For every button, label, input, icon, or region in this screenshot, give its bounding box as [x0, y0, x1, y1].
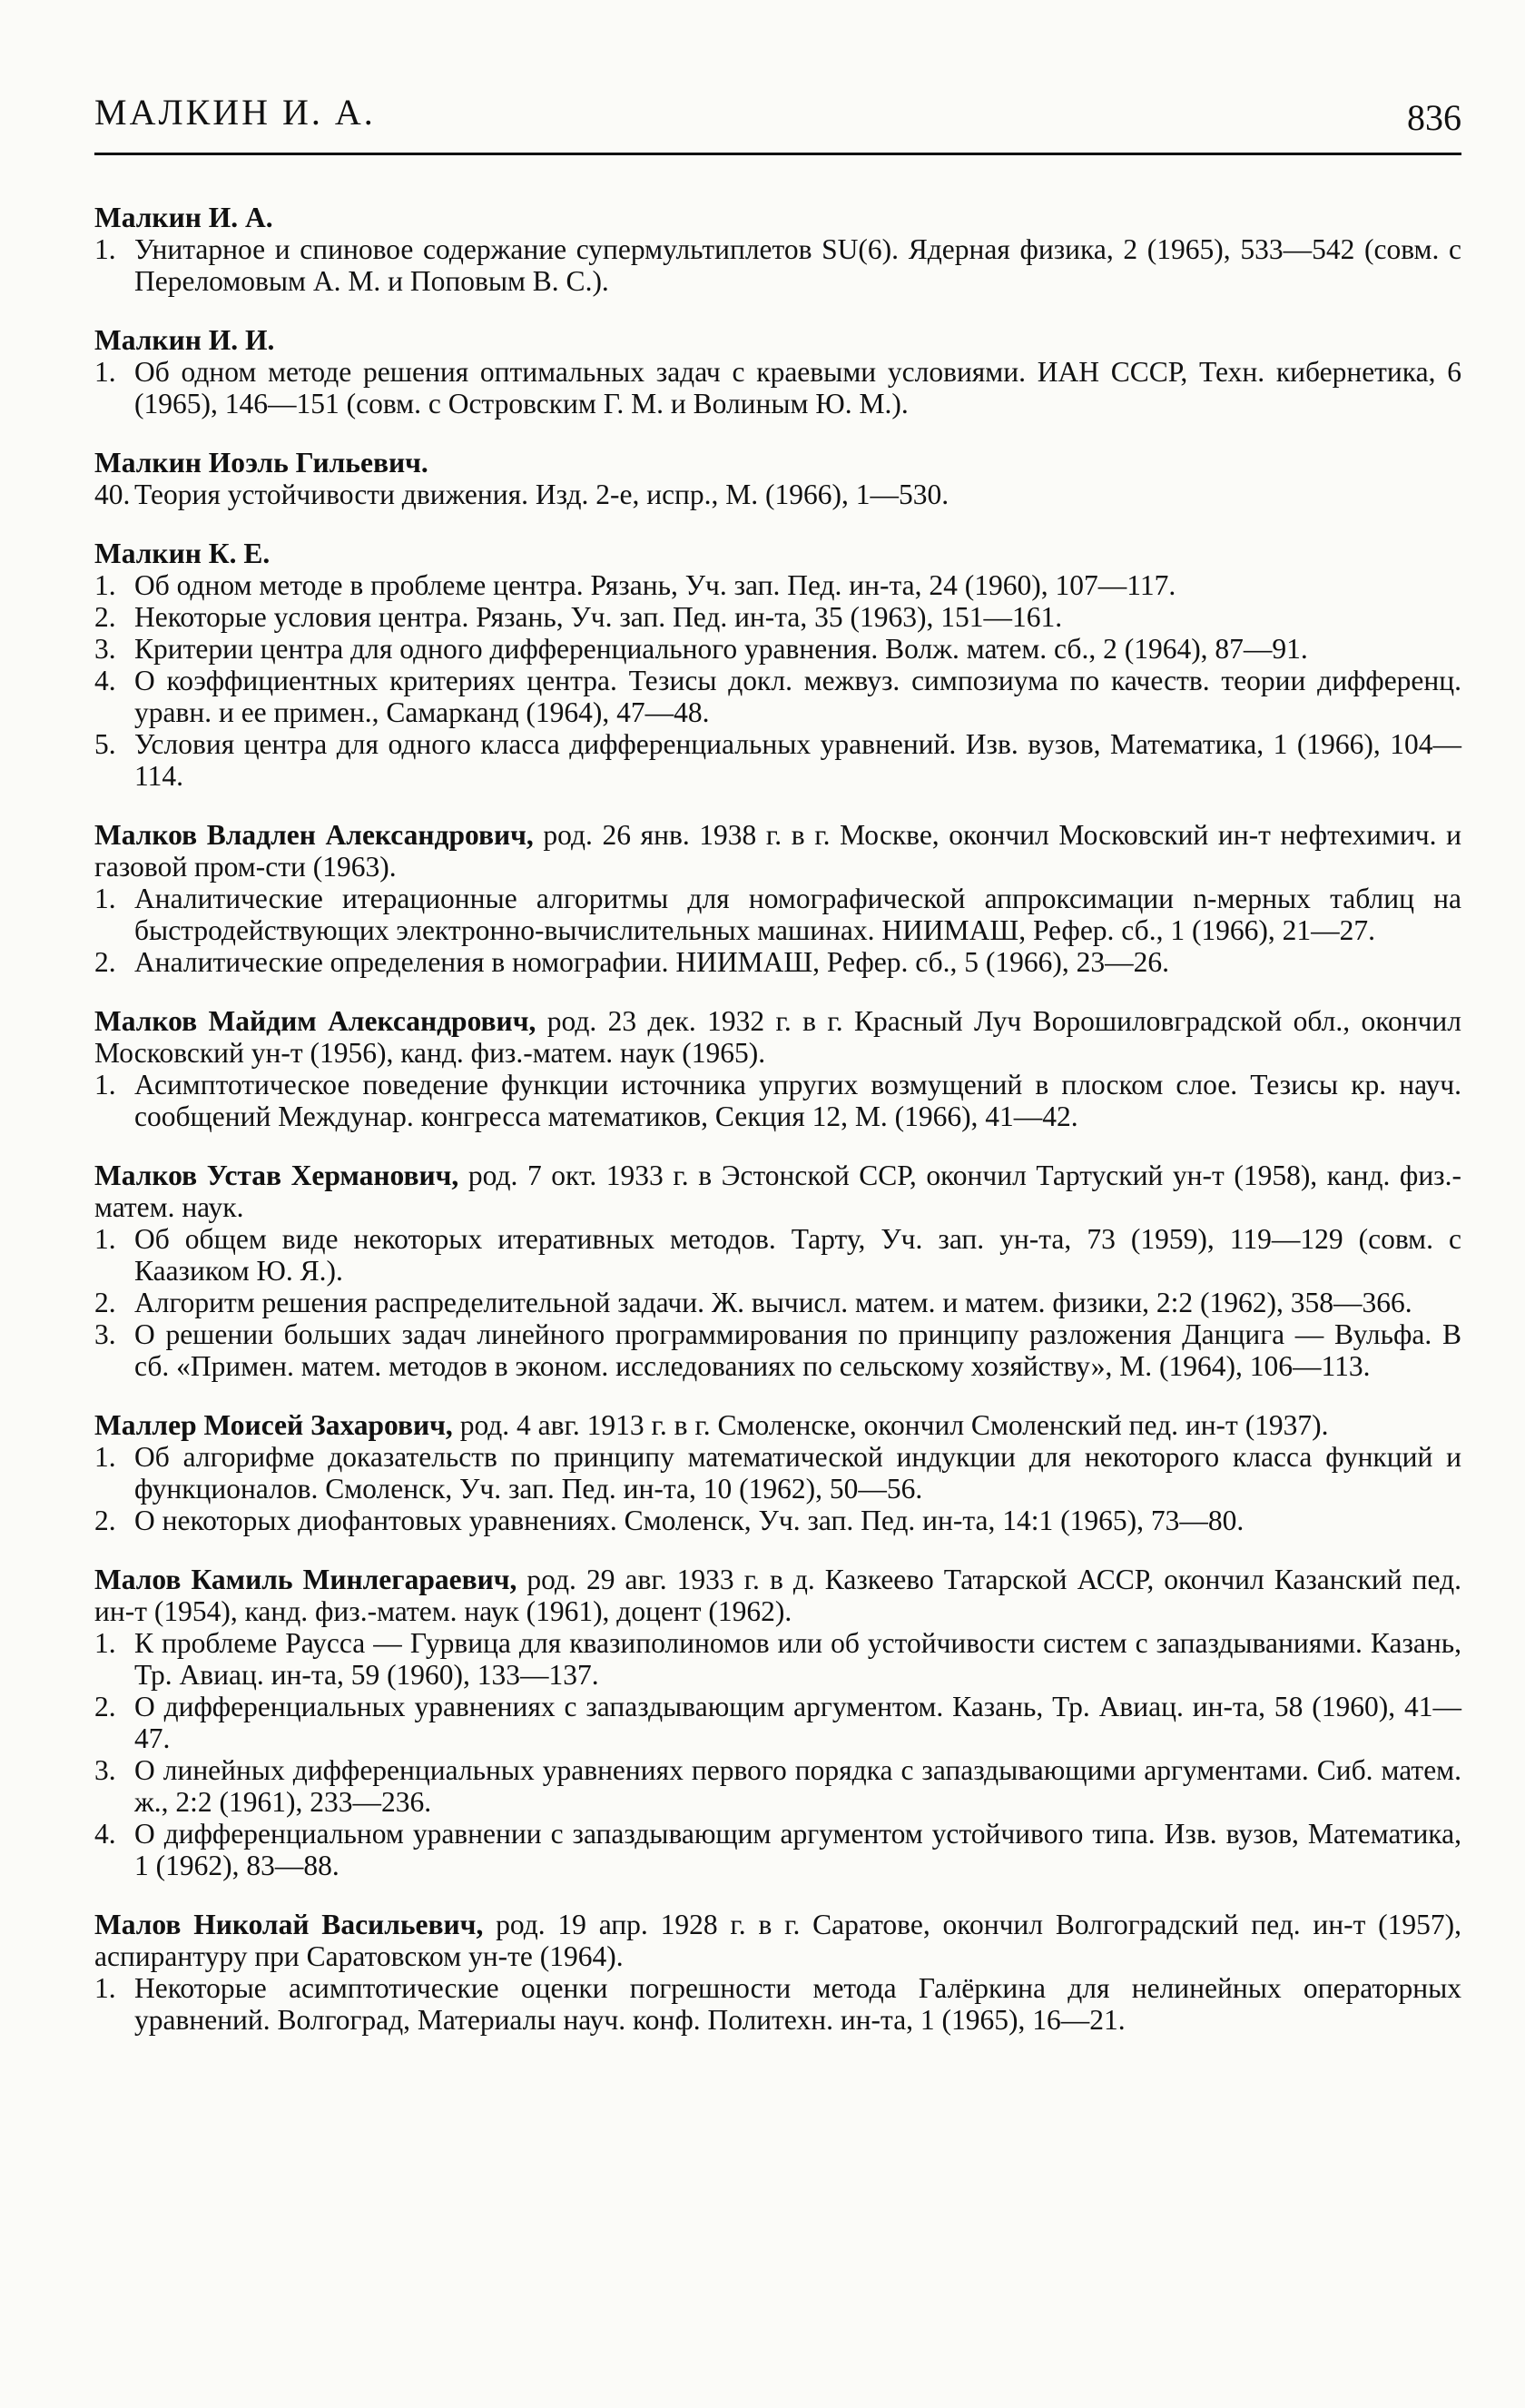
publication-list: [94, 569, 1461, 792]
author-bio: род. 26 янв. 1938 г. в г. Москве, окончил Московский ин-т нефтехимич. и газовой пром-сти (1963).: [94, 819, 1461, 883]
publication-text: Алгоритм решения распределительной задачи. Ж. вычисл. матем. и матем. физики, 2:2 (1962), 358—366.: [134, 1287, 1412, 1318]
author-bio: род. 29 авг. 1933 г. в д. Казкеево Татарской АССР, окончил Казанский пед. ин-т (1954), канд. физ.-матем. наук (1961), доцент (1962).: [94, 1564, 1461, 1627]
header-rule: [94, 153, 1461, 155]
author-entry: [94, 1564, 1461, 1881]
publication-list: [94, 1069, 1461, 1132]
entry-heading: [94, 538, 1461, 569]
running-head: МАЛКИН И. А.: [94, 92, 376, 133]
author-bio: род. 19 апр. 1928 г. в г. Саратове, окончил Волгоградский пед. ин-т (1957), аспирантуру при Саратовском ун-те (1964).: [94, 1909, 1462, 1972]
publication-item: [94, 1627, 1461, 1691]
publication-item: [94, 233, 1461, 297]
publication-item: [94, 1818, 1461, 1881]
author-entry: [94, 1409, 1461, 1536]
publication-item: [94, 1972, 1461, 2036]
publication-number: 2.: [94, 946, 116, 978]
publication-item: [94, 1069, 1461, 1132]
publication-number: 1.: [94, 233, 116, 265]
publication-text: Некоторые условия центра. Рязань, Уч. зап. Пед. ин-та, 35 (1963), 151—161.: [134, 601, 1063, 633]
author-entry: [94, 447, 1461, 510]
publication-number: 1.: [94, 1972, 116, 2004]
publication-list: [94, 1627, 1461, 1881]
author-name: Малов Николай Васильевич,: [94, 1909, 484, 1940]
publication-number: 5.: [94, 728, 116, 760]
author-bio: род. 4 авг. 1913 г. в г. Смоленске, окончил Смоленский пед. ин-т (1937).: [452, 1409, 1329, 1441]
author-name: Малов Камиль Минлегараевич,: [94, 1564, 517, 1595]
publication-item: [94, 601, 1461, 633]
publication-text: Аналитические итерационные алгоритмы для номографической аппроксимации n-мерных таблиц на быстродействующих электронно-вычислительных машинах. НИИМАШ, Рефер. сб., 1 (1966), 21—27.: [134, 883, 1461, 946]
author-entry: [94, 324, 1461, 419]
publication-item: [94, 633, 1461, 665]
author-name: Малков Майдим Александрович,: [94, 1005, 536, 1037]
entry-heading: [94, 1409, 1461, 1441]
author-bio: род. 23 дек. 1932 г. в г. Красный Луч Ворошиловградской обл., окончил Московский ун-т (1956), канд. физ.-матем. наук (1965).: [94, 1005, 1461, 1069]
author-entry: [94, 202, 1461, 297]
publication-list: [94, 1972, 1461, 2036]
publication-text: Аналитические определения в номографии. НИИМАШ, Рефер. сб., 5 (1966), 23—26.: [134, 946, 1169, 978]
publication-number: 3.: [94, 633, 116, 665]
publication-item: [94, 1754, 1461, 1818]
publication-item: [94, 728, 1461, 792]
publication-item: [94, 479, 1461, 510]
publication-number: 1.: [94, 1627, 116, 1659]
publication-text: О коэффициентных критериях центра. Тезисы докл. межвуз. симпозиума по качеств. теории дифференц. уравн. и ее примен., Самарканд (1964), 47—48.: [134, 665, 1461, 728]
publication-text: Критерии центра для одного дифференциального уравнения. Волж. матем. сб., 2 (1964), 87—91.: [134, 633, 1308, 665]
publication-item: [94, 946, 1461, 978]
author-name: Маллер Моисей Захарович,: [94, 1409, 453, 1441]
entry-heading: [94, 202, 1461, 233]
publication-text: Об общем виде некоторых итеративных методов. Тарту, Уч. зап. ун-та, 73 (1959), 119—129 (совм. с Каазиком Ю. Я.).: [134, 1223, 1461, 1287]
publication-number: 1.: [94, 1441, 116, 1473]
publication-item: [94, 665, 1461, 728]
publication-number: 1.: [94, 569, 116, 601]
publication-number: 3.: [94, 1754, 116, 1786]
publication-number: 1.: [94, 356, 116, 388]
publication-number: 4.: [94, 665, 116, 696]
publication-text: Теория устойчивости движения. Изд. 2-е, испр., М. (1966), 1—530.: [134, 479, 949, 510]
author-name: Малков Устав Херманович,: [94, 1160, 459, 1191]
publication-number: 2.: [94, 1691, 116, 1722]
author-entry: [94, 819, 1461, 978]
publication-item: [94, 1318, 1461, 1382]
publication-list: [94, 233, 1461, 297]
author-entry: [94, 1909, 1461, 2036]
publication-number: 1.: [94, 1223, 116, 1255]
publication-item: [94, 1691, 1461, 1754]
publication-text: Асимптотическое поведение функции источника упругих возмущений в плоском слое. Тезисы кр. науч. сообщений Междунар. конгресса математиков, Секция 12, М. (1966), 41—42.: [134, 1069, 1461, 1132]
publication-number: 2.: [94, 1505, 116, 1536]
publication-item: [94, 1441, 1461, 1505]
entry-heading: [94, 1005, 1461, 1069]
publication-number: 2.: [94, 1287, 116, 1318]
publication-number: 1.: [94, 1069, 116, 1100]
author-entry: [94, 1160, 1461, 1382]
author-name: Малкин Иоэль Гильевич.: [94, 447, 428, 479]
author-bio: род. 7 окт. 1933 г. в Эстонской ССР, окончил Тартуский ун-т (1958), канд. физ.-матем. наук.: [94, 1160, 1461, 1223]
publication-number: 40.: [94, 479, 131, 510]
publication-item: [94, 1287, 1461, 1318]
entry-heading: [94, 447, 1461, 479]
publication-text: Об одном методе решения оптимальных задач с краевыми условиями. ИАН СССР, Техн. кибернетика, 6 (1965), 146—151 (совм. с Островским Г. М. и Волиным Ю. М.).: [134, 356, 1461, 419]
publication-list: [94, 356, 1461, 419]
publication-text: О решении больших задач линейного программирования по принципу разложения Данцига — Вульфа. В сб. «Примен. матем. методов в эконом. исследованиях по сельскому хозяйству», М. (1964), 106—113.: [134, 1318, 1461, 1382]
publication-text: О некоторых диофантовых уравнениях. Смоленск, Уч. зап. Пед. ин-та, 14:1 (1965), 73—80.: [134, 1505, 1245, 1536]
publication-list: [94, 479, 1461, 510]
publication-text: О дифференциальном уравнении с запаздывающим аргументом устойчивого типа. Изв. вузов, Математика, 1 (1962), 83—88.: [134, 1818, 1461, 1881]
publication-item: [94, 883, 1461, 946]
publication-text: Условия центра для одного класса дифференциальных уравнений. Изв. вузов, Математика, 1 (1966), 104—114.: [134, 728, 1461, 792]
publication-number: 2.: [94, 601, 116, 633]
publication-text: К проблеме Раусса — Гурвица для квазиполиномов или об устойчивости систем с запаздываниями. Казань, Тр. Авиац. ин-та, 59 (1960), 133—137.: [134, 1627, 1461, 1691]
publication-item: [94, 569, 1461, 601]
publication-list: [94, 883, 1461, 978]
publication-number: 3.: [94, 1318, 116, 1350]
publication-text: Некоторые асимптотические оценки погрешности метода Галёркина для нелинейных операторных уравнений. Волгоград, Материалы науч. конф. Политехн. ин-та, 1 (1965), 16—21.: [134, 1972, 1461, 2036]
publication-text: Об одном методе в проблеме центра. Рязань, Уч. зап. Пед. ин-та, 24 (1960), 107—117.: [134, 569, 1176, 601]
entry-heading: [94, 324, 1461, 356]
author-name: Малкин К. Е.: [94, 538, 271, 569]
author-name: Малкин И. И.: [94, 324, 275, 356]
publication-text: О дифференциальных уравнениях с запаздывающим аргументом. Казань, Тр. Авиац. ин-та, 58 (1960), 41—47.: [134, 1691, 1461, 1754]
author-entry: [94, 1005, 1461, 1132]
author-entry: [94, 538, 1461, 792]
publication-item: [94, 1223, 1461, 1287]
publication-item: [94, 1505, 1461, 1536]
entry-heading: [94, 1564, 1461, 1627]
publication-text: Унитарное и спиновое содержание супермультиплетов SU(6). Ядерная физика, 2 (1965), 533—542 (совм. с Переломовым А. М. и Поповым В. С.).: [134, 233, 1461, 297]
publication-number: 4.: [94, 1818, 116, 1850]
publication-number: 1.: [94, 883, 116, 914]
page-number: 836: [1407, 97, 1461, 138]
author-name: Малков Владлен Александрович,: [94, 819, 534, 851]
entry-heading: [94, 819, 1461, 883]
publication-text: Об алгорифме доказательств по принципу математической индукции для некоторого класса функций и функционалов. Смоленск, Уч. зап. Пед. ин-та, 10 (1962), 50—56.: [134, 1441, 1461, 1505]
entry-heading: [94, 1160, 1461, 1223]
entry-heading: [94, 1909, 1461, 1972]
publication-list: [94, 1223, 1461, 1382]
publication-text: О линейных дифференциальных уравнениях первого порядка с запаздывающими аргументами. Сиб. матем. ж., 2:2 (1961), 233—236.: [134, 1754, 1461, 1818]
publication-list: [94, 1441, 1461, 1536]
author-name: Малкин И. А.: [94, 202, 273, 233]
publication-item: [94, 356, 1461, 419]
entries-body: [94, 202, 1461, 2063]
